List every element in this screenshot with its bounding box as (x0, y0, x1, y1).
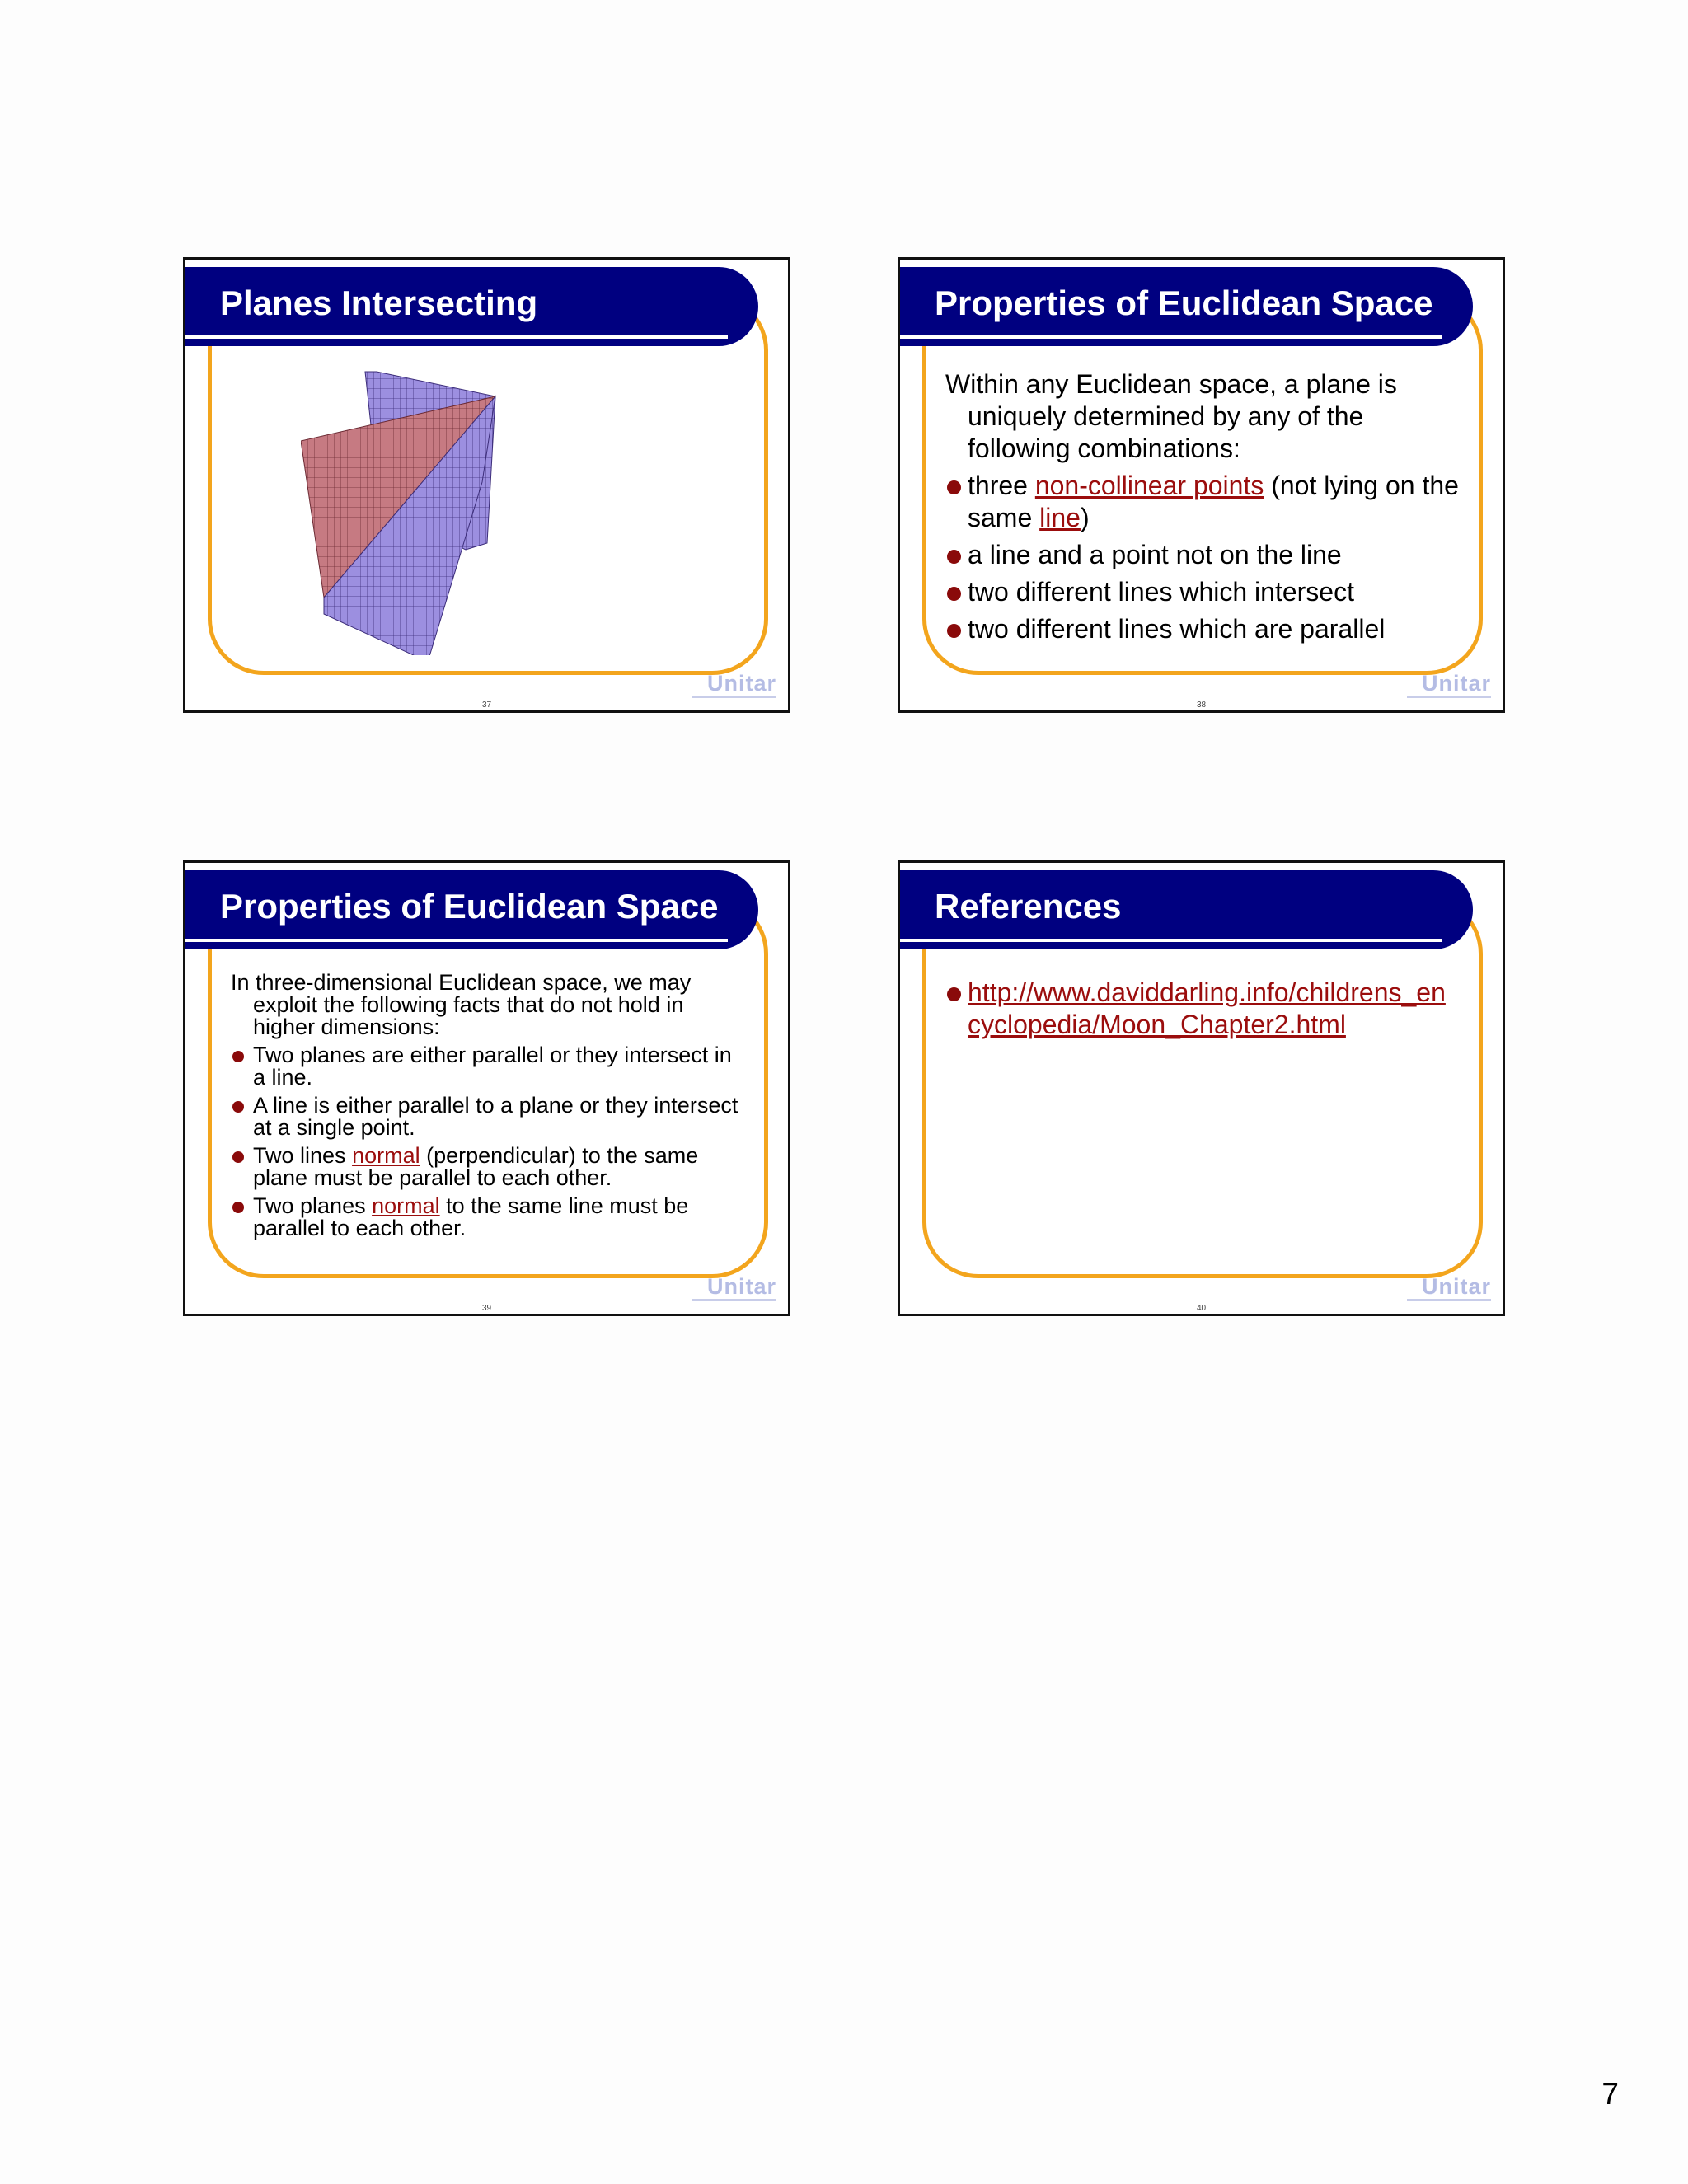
slide-39 (183, 860, 790, 1316)
intro-text: Within any Euclidean space, a plane is uniquely determined by any of the following combinations: (945, 369, 1397, 463)
bullet-icon (232, 1151, 244, 1163)
link-normal[interactable]: normal (352, 1143, 420, 1168)
bullet-icon (947, 550, 961, 564)
bullet-icon (232, 1202, 244, 1213)
intersecting-planes-figure (301, 359, 499, 655)
bullet-item: a line and a point not on the line (945, 539, 1473, 571)
bullet-item: A line is either parallel to a plane or they intersect at a single point. (231, 1094, 742, 1139)
bullet-item: two different lines which are parallel (945, 613, 1473, 645)
unitar-logo: Unitar (692, 1276, 776, 1304)
slide-title: Properties of Euclidean Space (935, 284, 1433, 322)
slide-number: 39 (481, 1304, 492, 1313)
bullet-item (945, 977, 1456, 1041)
link-normal[interactable]: normal (372, 1193, 440, 1218)
bullet-icon (947, 624, 961, 638)
title-bar (185, 267, 758, 346)
slide-37 (183, 257, 790, 713)
link-non-collinear-points[interactable]: non-collinear points (1034, 471, 1264, 500)
slide-title: Properties of Euclidean Space (220, 887, 719, 926)
bullet-icon (947, 987, 961, 1001)
slide-number: 38 (1196, 701, 1207, 710)
bullet-icon (947, 587, 961, 601)
slide-body (945, 972, 1456, 1041)
unitar-logo: Unitar (1407, 673, 1491, 701)
slide-body (945, 368, 1473, 645)
intro-text: In three-dimensional Euclidean space, we may exploit the following facts that do not hold in higher dimensions: (231, 970, 692, 1039)
title-bar (185, 870, 758, 949)
title-underline (900, 939, 1442, 942)
title-underline (900, 335, 1442, 339)
title-underline (185, 939, 728, 942)
page-number: 7 (1601, 2077, 1619, 2111)
slide-body (231, 972, 742, 1240)
title-bar (900, 870, 1473, 949)
bullet-icon (947, 480, 961, 494)
link-line[interactable]: line (1039, 503, 1081, 532)
bullet-item: two different lines which intersect (945, 576, 1473, 608)
slide-40 (898, 860, 1505, 1316)
slide-title: Planes Intersecting (220, 284, 538, 322)
slide-38 (898, 257, 1505, 713)
bullet-item: Two planes are either parallel or they intersect in a line. (231, 1044, 742, 1089)
bullet-item: Two planes normal to the same line must be parallel to each other. (231, 1195, 742, 1240)
slide-frame (922, 898, 1483, 1278)
bullet-icon (232, 1051, 244, 1062)
slide-title: References (935, 887, 1122, 926)
slide-number: 40 (1196, 1304, 1207, 1313)
reference-link[interactable]: http://www.daviddarling.info/childrens_encyclopedia/Moon_Chapter2.html (968, 977, 1446, 1039)
unitar-logo: Unitar (1407, 1276, 1491, 1304)
slide-number: 37 (481, 701, 492, 710)
unitar-logo: Unitar (692, 673, 776, 701)
title-underline (185, 335, 728, 339)
bullet-icon (232, 1101, 244, 1113)
bullet-item: three non-collinear points (not lying on the same line) (945, 470, 1473, 534)
title-bar (900, 267, 1473, 346)
bullet-item: Two lines normal (perpendicular) to the same plane must be parallel to each other. (231, 1145, 742, 1189)
